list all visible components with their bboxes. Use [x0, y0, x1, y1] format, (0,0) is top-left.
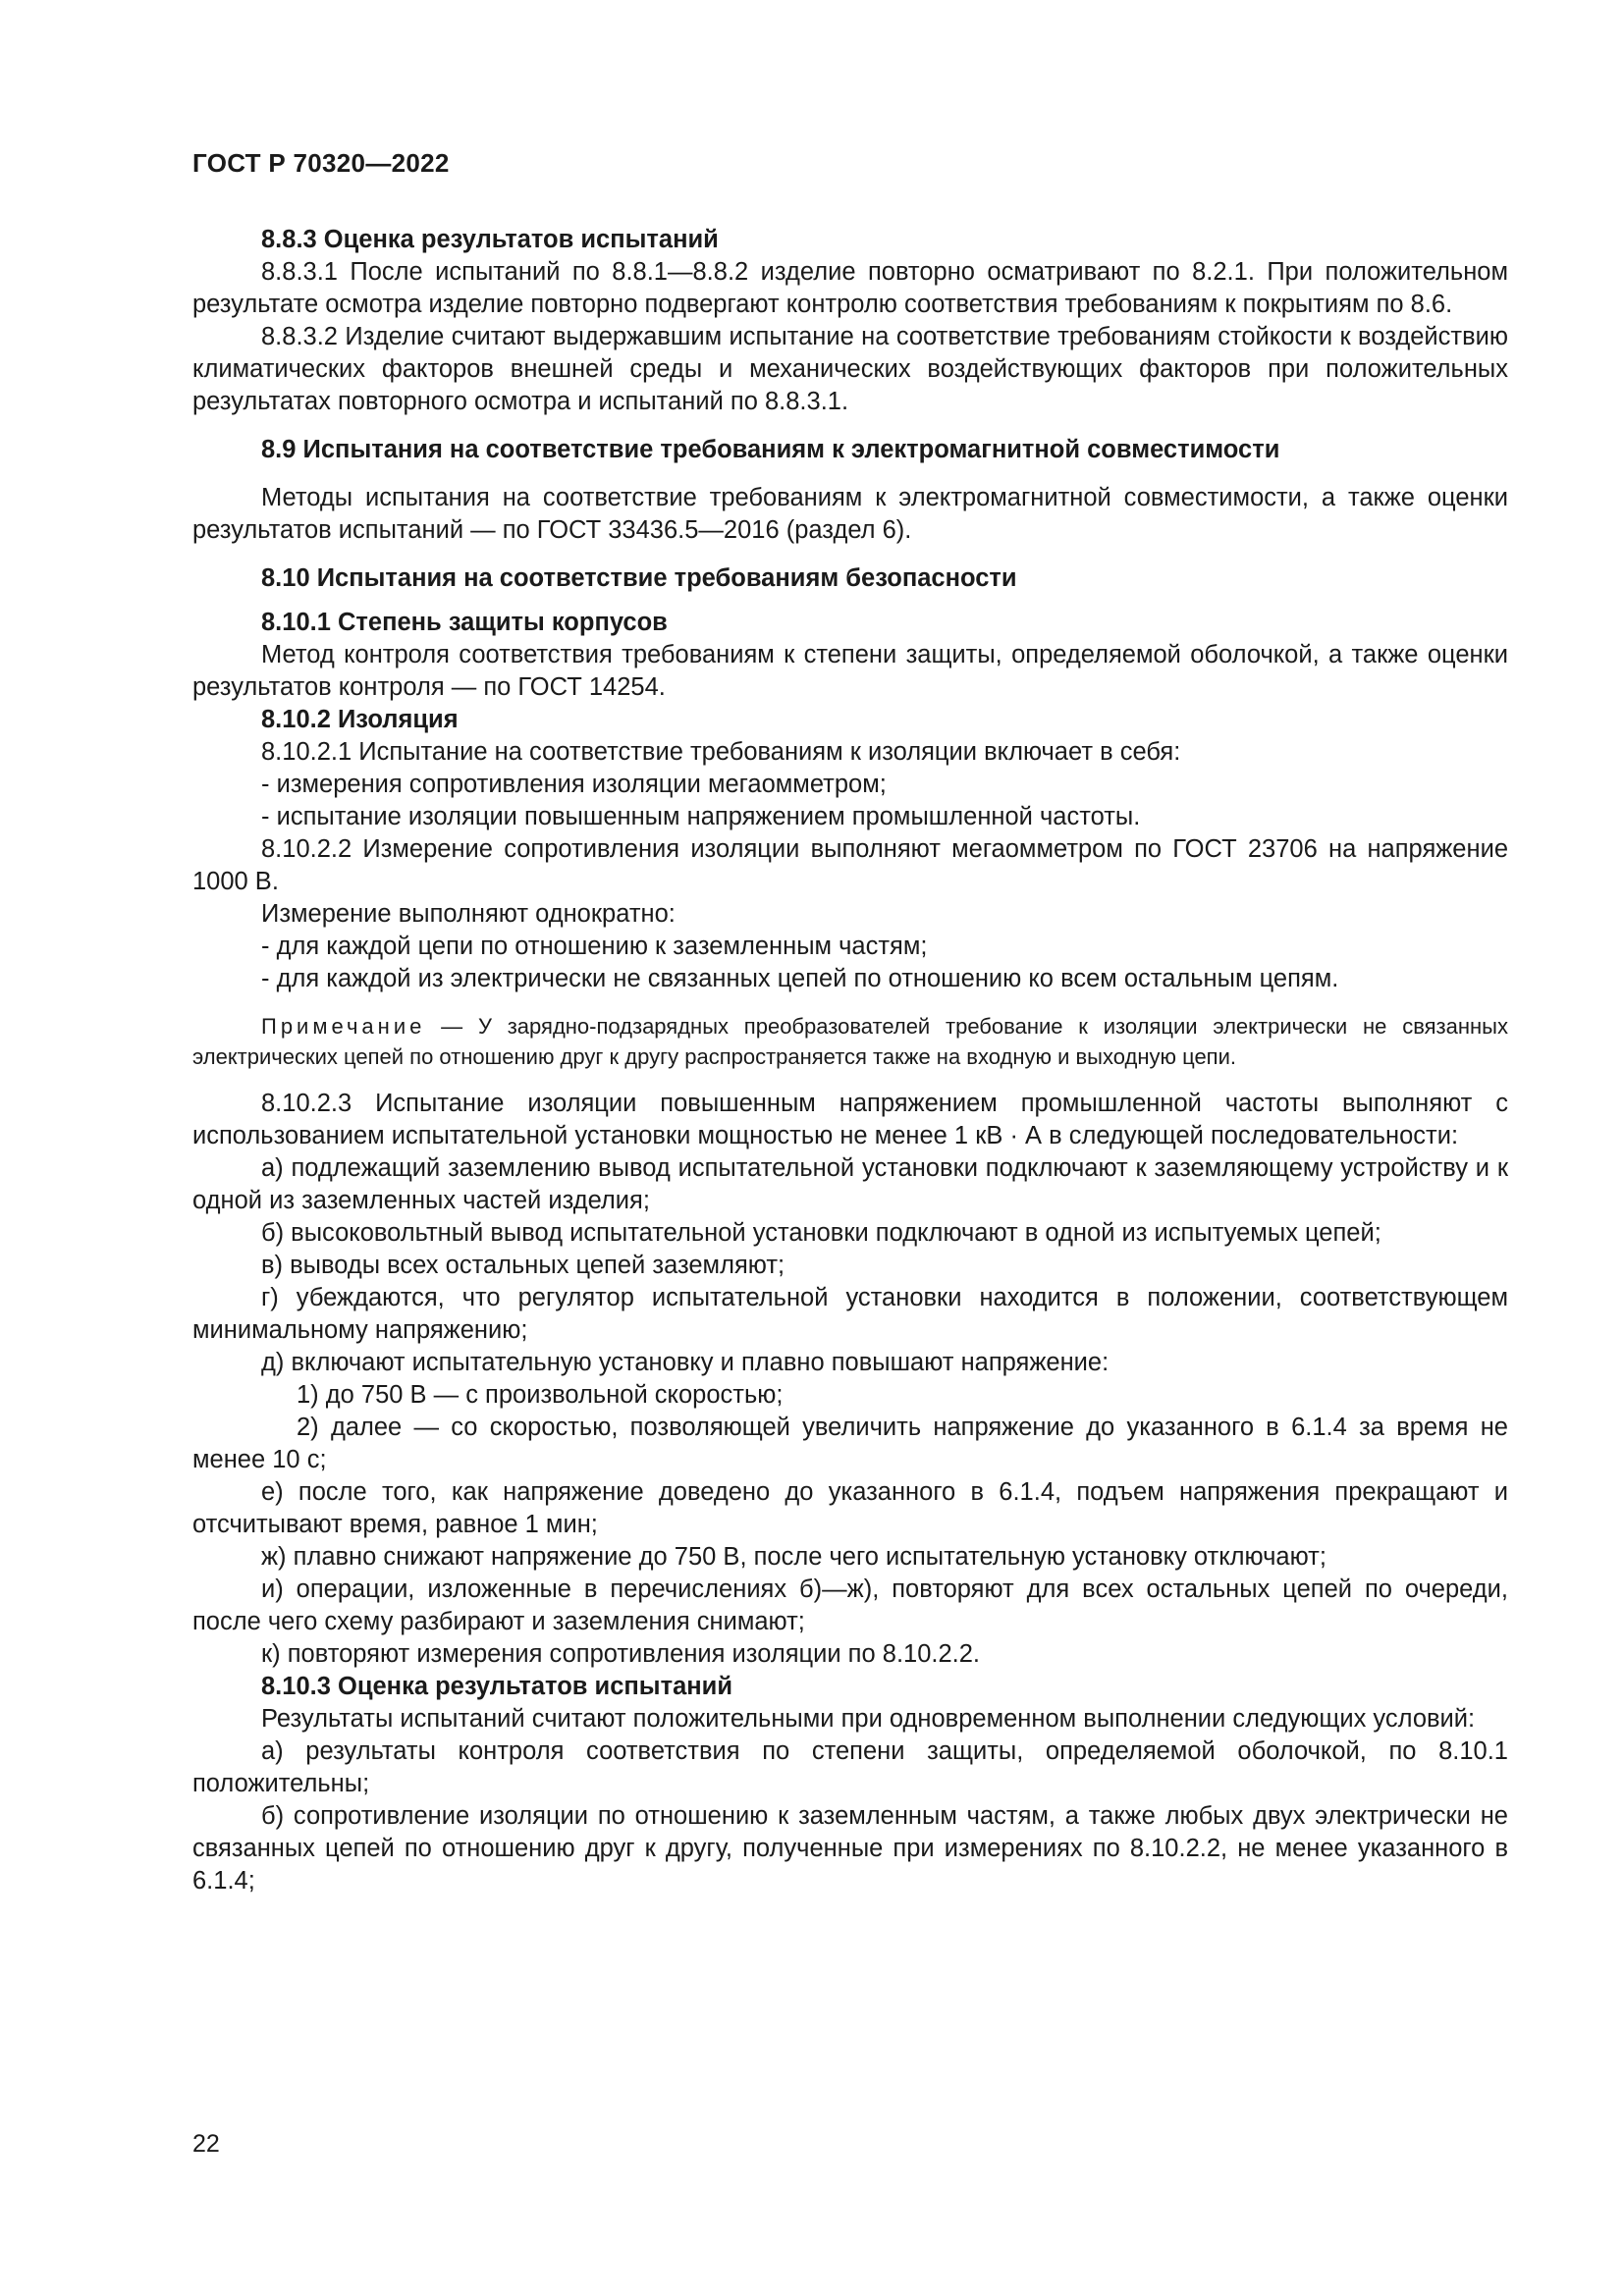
note-label: Примечание [261, 1014, 426, 1039]
section-heading-8-9: 8.9 Испытания на соответствие требованиям к электромагнитной совместимости [261, 436, 1280, 463]
list-item: - для каждой цепи по отношению к заземленным частям; [261, 933, 928, 960]
section-heading-8-8-3: 8.8.3 Оценка результатов испытаний [261, 226, 719, 253]
section-heading-8-10: 8.10 Испытания на соответствие требованиям безопасности [261, 564, 1017, 592]
list-item: - испытание изоляции повышенным напряжением промышленной частоты. [261, 803, 1141, 830]
page-number: 22 [192, 2130, 220, 2158]
document-body [192, 224, 1508, 1897]
list-item: б) сопротивление изоляции по отношению к заземленным частям, а также любых двух электрически не связанных цепей по отношению друг к другу, полученные при измерениях по 8.10.2.2, не менее указанного в 6.1.4; [192, 1802, 1508, 1895]
list-item: ж) плавно снижают напряжение до 750 В, после чего испытательную установку отключают; [261, 1543, 1326, 1571]
document-header: ГОСТ Р 70320—2022 [192, 148, 450, 178]
list-item: в) выводы всех остальных цепей заземляют; [261, 1252, 785, 1279]
list-item: и) операции, изложенные в перечислениях б)—ж), повторяют для всех остальных цепей по очереди, после чего схему разбирают и заземления снимают; [192, 1575, 1508, 1635]
paragraph: 8.10.2.1 Испытание на соответствие требованиям к изоляции включает в себя: [261, 738, 1181, 766]
list-item: - для каждой из электрически не связанных цепей по отношению ко всем остальным цепям. [261, 965, 1339, 992]
paragraph: Метод контроля соответствия требованиям к степени защиты, определяемой оболочкой, а также оценки результатов контроля — по ГОСТ 14254. [192, 641, 1508, 701]
paragraph: Результаты испытаний считают положительными при одновременном выполнении следующих условий: [261, 1705, 1476, 1733]
list-item: б) высоковольтный вывод испытательной установки подключают в одной из испытуемых цепей; [261, 1219, 1381, 1247]
list-item: - измерения сопротивления изоляции мегаомметром; [261, 771, 887, 798]
list-item: 1) до 750 В — с произвольной скоростью; [297, 1381, 784, 1409]
paragraph: 8.8.3.1 После испытаний по 8.8.1—8.8.2 изделие повторно осматривают по 8.2.1. При положительном результате осмотра изделие повторно подвергают контролю соответствия требованиям к покрытиям по 8.6. [192, 258, 1508, 318]
list-item: а) подлежащий заземлению вывод испытательной установки подключают к заземляющему устройству и к одной из заземленных частей изделия; [192, 1154, 1508, 1214]
list-item: е) после того, как напряжение доведено до указанного в 6.1.4, подъем напряжения прекращают и отсчитывают время, равное 1 мин; [192, 1478, 1508, 1538]
list-item: к) повторяют измерения сопротивления изоляции по 8.10.2.2. [261, 1640, 981, 1668]
note [192, 1011, 1508, 1072]
list-item: а) результаты контроля соответствия по степени защиты, определяемой оболочкой, по 8.10.1 положительны; [192, 1737, 1508, 1797]
paragraph: 8.10.2.3 Испытание изоляции повышенным напряжением промышленной частоты выполняют с использованием испытательной установки мощностью не менее 1 кВ · А в следующей последовательности: [192, 1090, 1508, 1149]
note-text: — У зарядно-подзарядных преобразователей требование к изоляции электрически не связанных электрических цепей по отношению друг к другу распространяется также на входную и выходную цепи. [192, 1014, 1508, 1069]
section-heading-8-10-2: 8.10.2 Изоляция [261, 706, 459, 733]
list-item: г) убеждаются, что регулятор испытательной установки находится в положении, соответствующем минимальному напряжению; [192, 1284, 1508, 1344]
paragraph: Методы испытания на соответствие требованиям к электромагнитной совместимости, а также оценки результатов испытаний — по ГОСТ 33436.5—2016 (раздел 6). [192, 484, 1508, 544]
paragraph: Измерение выполняют однократно: [261, 900, 676, 928]
section-heading-8-10-3: 8.10.3 Оценка результатов испытаний [261, 1673, 733, 1700]
paragraph: 8.8.3.2 Изделие считают выдержавшим испытание на соответствие требованиям стойкости к воздействию климатических факторов внешней среды и механических воздействующих факторов при положительных результатах повторного осмотра и испытаний по 8.8.3.1. [192, 323, 1508, 415]
list-item: д) включают испытательную установку и плавно повышают напряжение: [261, 1349, 1110, 1376]
list-item: 2) далее — со скоростью, позволяющей увеличить напряжение до указанного в 6.1.4 за время не менее 10 с; [192, 1414, 1508, 1473]
paragraph: 8.10.2.2 Измерение сопротивления изоляции выполняют мегаомметром по ГОСТ 23706 на напряжение 1000 В. [192, 835, 1508, 895]
section-heading-8-10-1: 8.10.1 Степень защиты корпусов [261, 609, 668, 636]
